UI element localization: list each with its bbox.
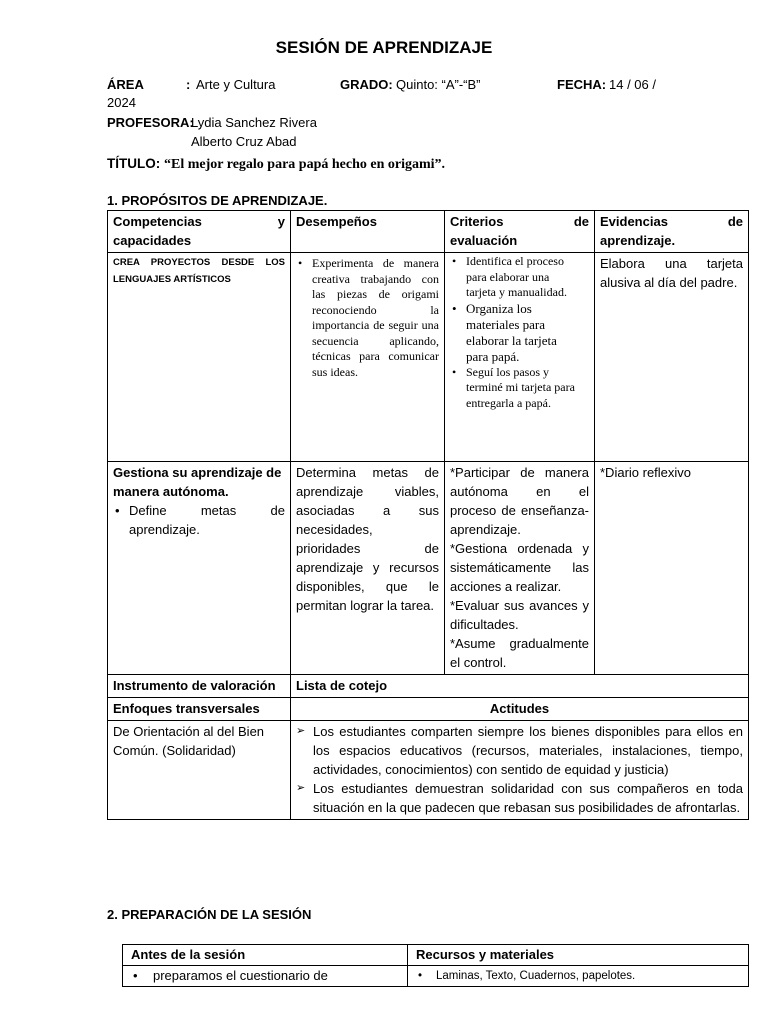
grado-value: Quinto: “A”-“B” <box>396 77 481 92</box>
instrumento-value: Lista de cotejo <box>291 675 749 698</box>
competencia-arte: CREA PROYECTOS DESDE LOS LENGUAJES ARTÍSTICOS <box>113 257 285 285</box>
criterio-gestion-item: *Asume gradualmente el control. <box>450 636 589 670</box>
header-desempenos: Desempeños <box>291 211 445 253</box>
propositos-table <box>107 210 749 820</box>
propositos-row-arte <box>108 253 749 462</box>
criterio-gestion-item: *Gestiona ordenada y sistemáticamente las acciones a realizar. <box>450 541 589 594</box>
antes-item: • preparamos el cuestionario de <box>131 967 399 985</box>
desempeno-cell <box>291 253 445 462</box>
criterios-cell <box>445 253 595 462</box>
enfoque-value: De Orientación al del Bien Común. (Solidaridad) <box>108 721 291 820</box>
area-separator: : <box>186 77 191 92</box>
recursos-cell <box>408 966 749 987</box>
propositos-header-row <box>108 211 749 253</box>
fecha-year: 2024 <box>107 95 136 110</box>
header-antes: Antes de la sesión <box>123 945 408 966</box>
antes-list <box>131 967 399 985</box>
preparacion-header-row <box>123 945 749 966</box>
criterio-gestion-item: *Evaluar sus avances y dificultades. <box>450 598 589 632</box>
propositos-row-gestion <box>108 462 749 675</box>
profesora-name-2: Alberto Cruz Abad <box>191 134 297 149</box>
enfoques-header-row <box>108 698 749 721</box>
profesora-label: PROFESORA: <box>107 115 194 130</box>
preparacion-table <box>122 944 749 987</box>
header-evidencias: Evidencias de aprendizaje. <box>595 211 749 253</box>
criterios-list-arte <box>450 254 589 411</box>
actitudes-list <box>296 722 743 817</box>
evidencia-gestion: *Diario reflexivo <box>595 462 749 675</box>
section2-heading: 2. PREPARACIÓN DE LA SESIÓN <box>107 907 312 922</box>
competencia-gestion-cell <box>108 462 291 675</box>
header-recursos: Recursos y materiales <box>408 945 749 966</box>
desempeno-arte: • Experimenta de manera creativa trabajando con las piezas de origami reconociendo la importancia de seguir una secuencia aplicando, técnicas para comunicar sus ideas. <box>296 256 439 380</box>
criterio-item: • Organiza los materiales para elaborar la tarjeta para papá. <box>450 301 581 365</box>
competencia-cell <box>108 253 291 462</box>
recursos-item: • Laminas, Texto, Cuadernos, papelotes. <box>416 967 740 985</box>
document-title: SESIÓN DE APRENDIZAJE <box>275 38 493 57</box>
grado-label: GRADO: <box>340 77 393 92</box>
fecha-label: FECHA: <box>557 77 607 92</box>
capacidad-list <box>113 501 285 539</box>
desempeno-gestion: Determina metas de aprendizaje viables, asociadas a sus necesidades, prioridades de aprendizaje y recursos disponibles, que le permitan lograr la tarea. <box>291 462 445 675</box>
fecha-value: 14 / 06 / <box>609 77 656 92</box>
actitudes-label: Actitudes <box>291 698 749 721</box>
criterio-item: • Identifica el proceso para elaborar una tarjeta y manualidad. <box>450 254 581 301</box>
enfoques-row <box>108 721 749 820</box>
instrumento-row <box>108 675 749 698</box>
area-value: Arte y Cultura <box>196 77 276 92</box>
criterio-item: • Seguí los pasos y terminé mi tarjeta para entregarla a papá. <box>450 365 581 412</box>
section1-heading: 1. PROPÓSITOS DE APRENDIZAJE. <box>107 193 328 208</box>
capacidad-item: • Define metas de aprendizaje. <box>113 501 285 539</box>
enfoques-label: Enfoques transversales <box>108 698 291 721</box>
actitudes-cell <box>291 721 749 820</box>
instrumento-label: Instrumento de valoración <box>108 675 291 698</box>
desempeno-list <box>296 256 439 380</box>
actitud-item: ➢ Los estudiantes demuestran solidaridad con sus compañeros en toda situación en la que padecen que rebasan sus posibilidades de afrontarlas. <box>296 779 743 817</box>
titulo-label: TÍTULO: <box>107 156 161 171</box>
header-criterios: Criterios de evaluación <box>445 211 595 253</box>
criterio-gestion-item: *Participar de manera autónoma en el proceso de enseñanza-aprendizaje. <box>450 465 589 537</box>
evidencia-arte: Elabora una tarjeta alusiva al día del padre. <box>595 253 749 462</box>
recursos-list <box>416 967 740 985</box>
actitud-item: ➢ Los estudiantes comparten siempre los bienes disponibles para ellos en los espacios educativos (recursos, materiales, instalaciones, tiempo, actividades, conocimientos) con sentido de equidad y justicia) <box>296 722 743 779</box>
titulo-line <box>107 156 445 173</box>
competencia-gestion: Gestiona su aprendizaje de manera autónoma. <box>113 465 282 499</box>
titulo-value: “El mejor regalo para papá hecho en origami”. <box>164 157 446 172</box>
area-label: ÁREA <box>107 77 144 92</box>
antes-cell <box>123 966 408 987</box>
header-competencias: Competencias y capacidades <box>108 211 291 253</box>
criterios-gestion-cell <box>445 462 595 675</box>
profesora-name-1: Lydia Sanchez Rivera <box>191 115 317 130</box>
preparacion-row <box>123 966 749 987</box>
